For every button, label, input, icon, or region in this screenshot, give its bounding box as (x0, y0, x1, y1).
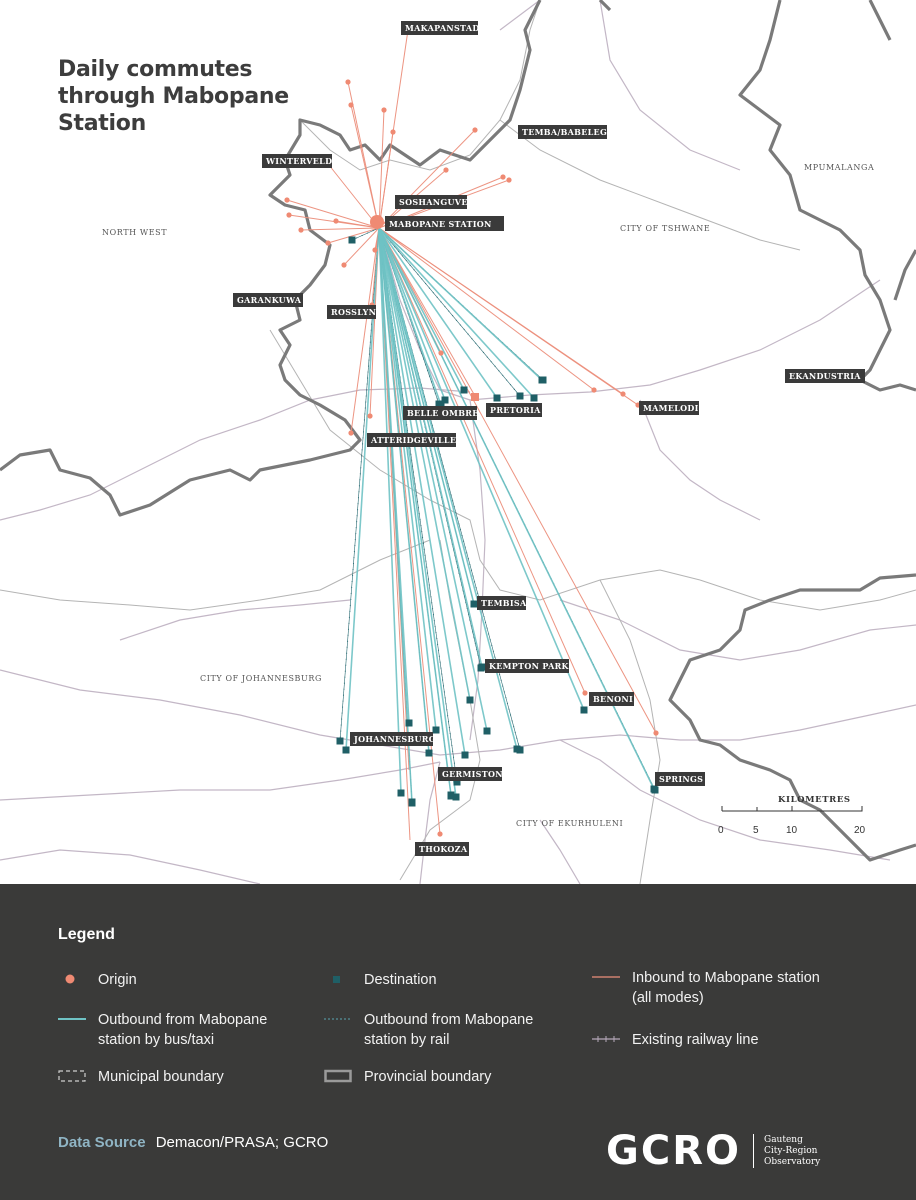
place-johannesburg: JOHANNESBURG (354, 734, 436, 744)
rail-line-icon (324, 1010, 352, 1028)
place-tag (327, 305, 376, 319)
data-source (58, 1134, 328, 1151)
destination-point (398, 790, 405, 797)
destination-point (343, 747, 350, 754)
place-tag (262, 154, 332, 168)
railway-line (0, 762, 440, 800)
place-springs: SPRINGS (659, 774, 704, 784)
origin-point (298, 227, 303, 232)
origin-point (341, 262, 346, 267)
municipal-boundary (0, 540, 430, 610)
destination-point (448, 793, 455, 800)
destination-point (581, 707, 588, 714)
logo-line-2: City-Region (764, 1145, 818, 1156)
municipal-boundary (270, 330, 700, 600)
legend-title: Legend (58, 926, 115, 943)
origin-point (500, 174, 505, 179)
place-tag (401, 21, 480, 35)
railway-line-icon (592, 1030, 620, 1048)
place-tag (486, 403, 542, 417)
legend-destination (324, 970, 574, 990)
region-north-west: NORTH WEST (102, 228, 168, 237)
rail-line-core (352, 228, 379, 240)
region-city-of-johannesburg: CITY OF JOHANNESBURG (200, 674, 322, 683)
place-tag (589, 692, 634, 706)
destination-square-icon (324, 970, 352, 988)
municipal-boundary (700, 580, 916, 610)
place-tag (639, 401, 699, 415)
destination-point (484, 728, 491, 735)
origin-point (443, 167, 448, 172)
legend-origin (58, 970, 308, 990)
place-tag (233, 293, 303, 307)
origin-point (472, 127, 477, 132)
bus-taxi-line-icon (58, 1010, 86, 1028)
legend-inbound (592, 968, 842, 1008)
inbound-line (301, 228, 379, 230)
place-tag (415, 842, 469, 856)
inbound-line (379, 130, 475, 228)
place-kempton-park: KEMPTON PARK (489, 661, 569, 671)
scale-bar (718, 795, 866, 836)
logo-wordmark: GCRO (606, 1128, 741, 1174)
place-mabopane-station: MABOPANE STATION (389, 219, 492, 229)
place-garankuwa: GARANKUWA (237, 295, 302, 305)
destination-point (531, 395, 538, 402)
legend-railway (592, 1030, 842, 1050)
scale-tick-20: 20 (854, 825, 866, 836)
place-thokoza: THOKOZA (419, 844, 468, 854)
destination-point (517, 747, 524, 754)
origin-point (653, 730, 658, 735)
legend-destination-label: Destination (364, 972, 437, 988)
railway-line (0, 850, 260, 884)
railway-line (640, 400, 760, 520)
place-winterveld: WINTERVELD (266, 156, 333, 166)
origin-point (591, 387, 596, 392)
legend-bus-taxi-label: Outbound from Mabopane station by bus/taxi (98, 1012, 268, 1048)
place-belle-ombre: BELLE OMBRE (407, 408, 479, 418)
origin-point (620, 391, 625, 396)
origin-point (348, 430, 353, 435)
place-tag (477, 596, 527, 610)
legend-inbound-label: Inbound to Mabopane station (all modes) (632, 970, 820, 1006)
railway-line (540, 820, 580, 884)
origin-point (438, 350, 443, 355)
scale-title: KILOMETRES (778, 795, 851, 805)
destination-point (652, 787, 659, 794)
destination-point (337, 738, 344, 745)
origin-dot-icon (58, 970, 86, 988)
mabopane-hub (370, 215, 384, 229)
place-tag (485, 659, 570, 673)
place-tag (403, 406, 479, 420)
place-soshanguve: SOSHANGUVE (399, 197, 468, 207)
origin-point (381, 107, 386, 112)
destination-point (471, 601, 478, 608)
legend-municipal-label: Municipal boundary (98, 1069, 224, 1085)
destination-point (494, 395, 501, 402)
logo-line-3: Observatory (764, 1156, 821, 1167)
place-ekandustria: EKANDUSTRIA (789, 371, 861, 381)
destination-point (433, 727, 440, 734)
scale-tick-0: 0 (718, 825, 724, 836)
place-tag (385, 216, 504, 231)
data-source-text: Demacon/PRASA; GCRO (155, 1134, 329, 1151)
provincial-boundary (670, 575, 916, 860)
destination-point (409, 799, 416, 806)
origin-point (345, 79, 350, 84)
region-city-of-tshwane: CITY OF TSHWANE (620, 224, 711, 233)
place-rosslyn: ROSSLYN (331, 307, 377, 317)
destination-point (406, 720, 413, 727)
provincial-boundary-icon (324, 1067, 352, 1085)
municipal-boundary-icon (58, 1067, 86, 1085)
origin-point (333, 218, 338, 223)
scale-tick-10: 10 (786, 825, 798, 836)
railway-line (600, 0, 740, 170)
place-tag (395, 195, 468, 209)
origin-point (506, 177, 511, 182)
destination-point (540, 377, 547, 384)
place-temba-babelegi: TEMBA/BABELEGI (522, 127, 612, 137)
region-mpumalanga: MPUMALANGA (804, 163, 875, 172)
destination-point (517, 393, 524, 400)
legend-provincial (324, 1067, 574, 1087)
destination-point (461, 387, 468, 394)
gcro-logo (606, 1128, 820, 1174)
place-benoni: BENONI (593, 694, 633, 704)
legend-rail (324, 1010, 574, 1050)
inbound-line-icon (592, 968, 620, 986)
provincial-boundary (895, 250, 916, 300)
legend-panel (0, 884, 916, 1200)
inbound-line (287, 200, 379, 228)
destination-point (478, 665, 485, 672)
map-title: Daily commutes through Mabopane Station (58, 57, 289, 136)
inbound-line (351, 228, 379, 433)
data-source-label: Data Source (58, 1134, 146, 1151)
place-tag (655, 772, 705, 786)
destination-point (426, 750, 433, 757)
origin-points (284, 27, 658, 836)
destination-point (349, 237, 356, 244)
place-tag (438, 767, 503, 781)
scale-tick-5: 5 (753, 825, 759, 836)
inbound-lines (287, 30, 656, 840)
origin-point (325, 240, 330, 245)
legend-bus-taxi (58, 1010, 308, 1050)
provincial-boundary (870, 0, 890, 40)
origin-point (286, 212, 291, 217)
region-city-of-ekurhuleni: CITY OF EKURHULENI (516, 819, 624, 828)
origin-point (390, 129, 395, 134)
origin-point (437, 831, 442, 836)
place-pretoria: PRETORIA (490, 405, 541, 415)
origin-point (372, 247, 377, 252)
logo-subtitle (764, 1135, 820, 1168)
legend-rail-label: Outbound from Mabopane station by rail (364, 1012, 534, 1048)
destination-point (467, 697, 474, 704)
origin-point (284, 197, 289, 202)
origin-point (367, 413, 372, 418)
railway-line (420, 762, 440, 884)
place-tag (518, 125, 611, 139)
origin-point (582, 690, 587, 695)
origin-point (348, 102, 353, 107)
railway-line (120, 600, 350, 640)
place-atteridgeville: ATTERIDGEVILLE (371, 435, 457, 445)
scale-line (722, 806, 862, 811)
legend-provincial-label: Provincial boundary (364, 1069, 492, 1085)
place-mamelodi: MAMELODI (643, 403, 699, 413)
provincial-boundary (740, 0, 916, 390)
place-makapanstad: MAKAPANSTAD (405, 23, 480, 33)
logo-line-1: Gauteng (764, 1134, 803, 1145)
legend-railway-label: Existing railway line (632, 1032, 759, 1048)
origin-square-point (471, 393, 479, 401)
legend-municipal (58, 1067, 308, 1087)
place-tembisa: TEMBISA (481, 598, 527, 608)
place-tag (350, 732, 436, 746)
logo-divider (753, 1134, 754, 1168)
place-germiston: GERMISTON (442, 769, 503, 779)
legend-origin-label: Origin (98, 972, 137, 988)
destination-point (462, 752, 469, 759)
bus-taxi-lines (346, 228, 654, 803)
place-tag (367, 433, 456, 447)
place-tag (785, 369, 865, 383)
